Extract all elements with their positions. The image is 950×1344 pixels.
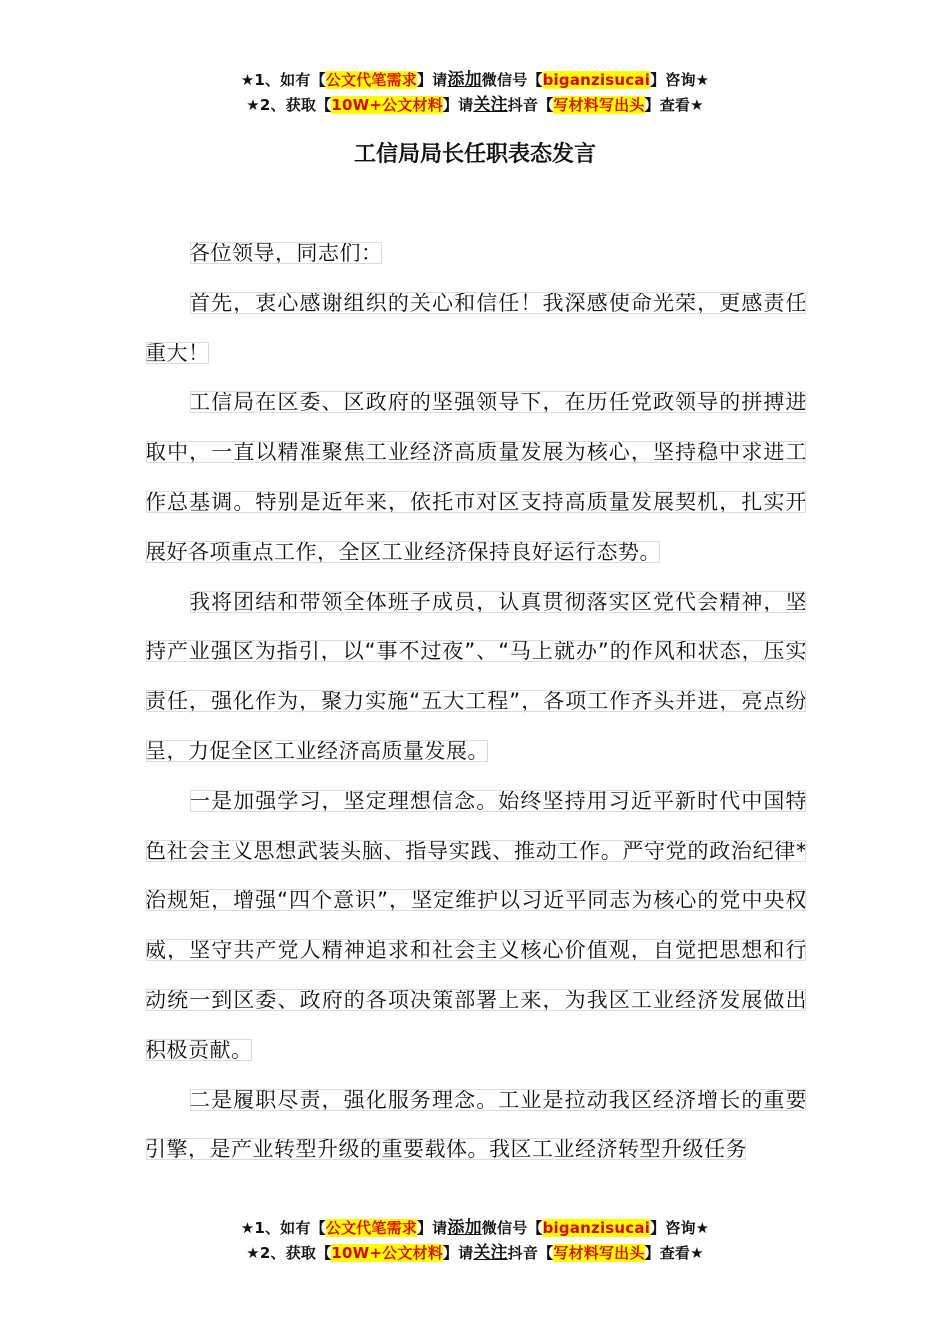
paragraph-text: 工信局在区委、区政府的坚强领导下，在历任党政领导的拼搏进取中，一直以精准聚焦工业经济高质量发展为核心，坚持稳中求进工作总基调。特别是近年来，依托市对区支持高质量发展契机，扎实开展好各项重点工作，全区工业经济保持良好运行态势。 xyxy=(145,390,807,564)
paragraph-salutation xyxy=(145,229,807,279)
ad-underline: 关注 xyxy=(473,1243,508,1263)
ad-text: ★1、如有【 xyxy=(240,71,326,89)
ad-text: ★1、如有【 xyxy=(240,1219,326,1237)
ad-highlight: biganzisucai xyxy=(542,71,651,89)
ad-text: ★2、获取【 xyxy=(246,96,332,114)
ad-text: 】请 xyxy=(416,1219,448,1237)
paragraph-background xyxy=(145,378,807,577)
ad-text: 微信号【 xyxy=(481,1219,543,1237)
ad-text: 】咨询★ xyxy=(650,71,710,89)
ad-highlight: 写材料写出头 xyxy=(553,1244,645,1262)
ad-line-2 xyxy=(0,93,950,118)
ad-line-2 xyxy=(0,1241,950,1266)
paragraph-point-one xyxy=(145,777,807,1076)
ad-text: 】请 xyxy=(416,71,448,89)
ad-text: 】查看★ xyxy=(644,96,704,114)
ad-highlight: 公文代笔需求 xyxy=(325,71,417,89)
ad-underline: 关注 xyxy=(473,95,508,115)
paragraph-text: 首先，衷心感谢组织的关心和信任！我深感使命光荣，更感责任重大！ xyxy=(145,290,807,365)
ad-text: 】请 xyxy=(442,96,474,114)
paragraph-point-two xyxy=(145,1076,807,1176)
ad-line-1 xyxy=(0,68,950,93)
paragraph-text: 各位领导，同志们： xyxy=(189,241,383,265)
ad-banner-top xyxy=(0,68,950,118)
ad-highlight: 10W+公文材料 xyxy=(331,96,443,114)
ad-text: 抖音【 xyxy=(507,1244,554,1262)
ad-highlight: biganzisucai xyxy=(542,1219,651,1237)
ad-text: 】查看★ xyxy=(644,1244,704,1262)
paragraph-text: 我将团结和带领全体班子成员，认真贯彻落实区党代会精神，坚持产业强区为指引，以“事不过夜”、“马上就办”的作风和状态，压实责任，强化作为，聚力实施“五大工程”，各项工作齐头并进，亮点纷呈，力促全区工业经济高质量发展。 xyxy=(145,589,807,763)
ad-text: 微信号【 xyxy=(481,71,543,89)
ad-underline: 添加 xyxy=(447,70,482,90)
ad-text: 抖音【 xyxy=(507,96,554,114)
ad-line-1 xyxy=(0,1216,950,1241)
paragraph-text: 二是履职尽责，强化服务理念。工业是拉动我区经济增长的重要引擎，是产业转型升级的重要载体。我区工业经济转型升级任务 xyxy=(145,1087,807,1162)
ad-highlight: 公文代笔需求 xyxy=(325,1219,417,1237)
ad-underline: 添加 xyxy=(447,1218,482,1238)
paragraph-text: 一是加强学习，坚定理想信念。始终坚持用习近平新时代中国特色社会主义思想武装头脑、指导实践、推动工作。严守党的政治纪律*治规矩，增强“四个意识”，坚定维护以习近平同志为核心的党中央权威，坚守共产党人精神追求和社会主义核心价值观，自觉把思想和行动统一到区委、政府的各项决策部署上来，为我区工业经济发展做出积极贡献。 xyxy=(145,788,807,1062)
ad-highlight: 10W+公文材料 xyxy=(331,1244,443,1262)
ad-text: ★2、获取【 xyxy=(246,1244,332,1262)
document-body xyxy=(145,229,807,1175)
ad-text: 】咨询★ xyxy=(650,1219,710,1237)
document-title: 工信局局长任职表态发言 xyxy=(353,142,596,167)
paragraph-commitment xyxy=(145,578,807,777)
ad-highlight: 写材料写出头 xyxy=(553,96,645,114)
ad-text: 】请 xyxy=(442,1244,474,1262)
paragraph-thanks xyxy=(145,279,807,379)
ad-banner-bottom xyxy=(0,1216,950,1266)
